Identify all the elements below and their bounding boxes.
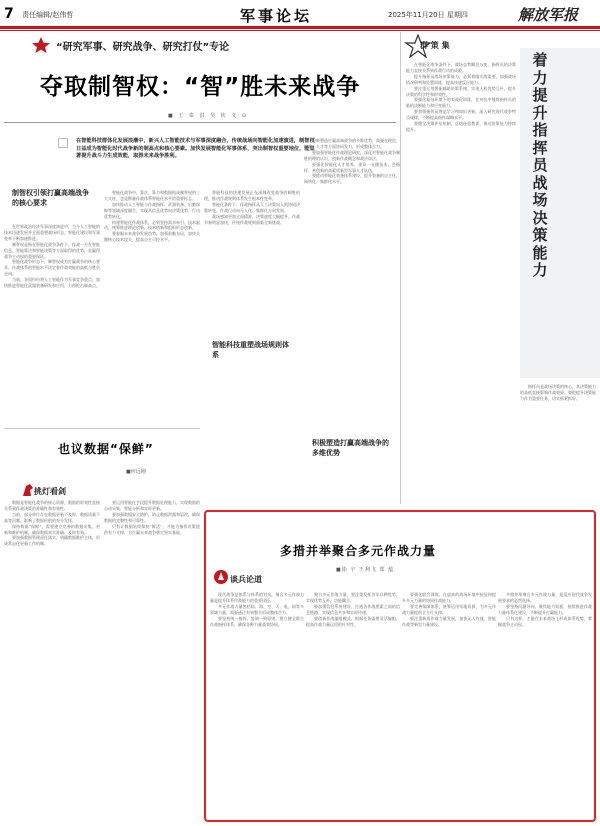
editor-line: 责任编辑/赵伟哲 [22, 11, 74, 19]
highlight-title: 多措并举聚合多元作战力量 [280, 544, 437, 558]
subhead-2: 智能科技重塑战场规则体系 [212, 341, 289, 359]
article-column: 智能化战争中，算法、算力和数据构成制智权的三大支柱，也是衡量作战体系智能化水平的重要标志。 加快推动人工智能与作战指挥、武器装备、后勤保障等领域深度融合，实现从信息优势向决策优势、行动优势转化。 构建智能化作战体系，必须坚持需求牵引、技术驱动，统筹推进理论创新、技术创新和组织形态创新。 要着眼未来战争发展趋势，加强前瞻布局，加快关键核心技术攻关，提高自主可控水平。 [104, 190, 200, 243]
column-divider [400, 32, 401, 504]
article-column: 智能科技的快速发展正在深刻改变战争的制胜机理，推动作战规则体系发生根本性变革。 智能化条件下，作战指挥从人工决策向人机协同决策转变，作战行动向无人化、集群化方向发展。 战场感知更加全面精准，决策速度大幅提升，作战节奏明显加快，传统作战规则面临全新挑战。 [204, 190, 300, 225]
bottom-left-title: 也议数据“保鲜” [58, 442, 154, 456]
masthead [0, 4, 600, 26]
bottom-left-column: 数据是智能化战争的核心资源，数据的时效性直接关系到作战决策的准确性和有效性。 当前，部分单位存在数据更新不及时、数据质量不高等问题，影响了数据价值的充分发挥。 保持数据“保鲜”，需要建立完善的数据采集、更新和维护机制，确保数据真实准确、及时有效。 要加强数据管理责任落实，明确数据维护主体，形成常态化更新工作机制。 [4, 500, 100, 547]
subhead-1: 制智权引领打赢高端战争的核心要求 [12, 189, 89, 207]
sidebar-label: 群 策 集 [420, 41, 450, 50]
highlight-column-2: 聚合多元作战力量，要注重发挥各军兵种优势，实现优势互补、功能耦合。 要加强信息系统建设，打通各作战要素之间的信息链路，实现信息共享和实时传递。 要创新作战编组模式，根据任务需要灵活编组，提高作战力量运用的针对性。 [306, 592, 400, 627]
highlight-column-4: 多措并举聚合多元作战力量，是适应现代战争发展要求的必然选择。 要坚持问题导向，聚焦能力短板，持续推进作战力量体系化建设，不断提升打赢能力。 只有这样，才能在未来战场上形成体系优势，掌握战争主动权。 [498, 592, 592, 627]
sidebar-column-2: 指挥员是战场决策的核心，其决策能力的高低直接影响作战效果。要把提升决策能力作为重要任务，切实抓紧抓好。 [520, 384, 596, 401]
star-icon [30, 36, 52, 54]
header-rule [0, 26, 600, 29]
bottom-left-column-2: 要运用智能化手段提升数据处理能力，实现数据的自动采集、智能分析和实时更新。 要加强数据安全防护，防止数据泄露和篡改，确保数据的完整性和可靠性。 只有让数据始终保持“鲜活”，才能为指挥决策提供有力支撑，为打赢未来战争奠定坚实基础。 [104, 500, 200, 535]
article-column: 积极塑造打赢高端战争的多维优势，需要在理论、技术、人才等方面协同发力，形成整体合力。 要加强智能化作战理论研究，深化对智能化战争制胜机理的认识，创新作战概念和战法训法。 要强化智能化人才培养，建设一支懂技术、会指挥、善创新的高素质新型军事人才队伍。 要推动智能化装备体系建设，提升装备的自主化、网络化、集群化水平。 [304, 138, 400, 185]
sidebar-vertical-title: 着力提升指挥员战场决策能力 [532, 51, 548, 279]
sidebar-column: 在智能化战争条件下，战场态势瞬息万变，指挥员的决策能力直接关系到作战行动的成败。 提升指挥员战场决策能力，必须着眼实战需要，加强战场情况研判和处置训练，提高快速反应能力。 要注重运用智能辅助决策系统，实现人机优势互补，提升决策的科学性和时效性。 要强化复杂环境下的实战化训练，在对抗中锤炼指挥员的临机决断能力和应变能力。 要加强指挥员理论学习和知识更新，深入研究现代战争特点规律，不断提高指挥谋略水平。 要健全决策评估机制，总结经验教训，推动决策能力持续提升。 [406, 62, 516, 132]
subhead-3: 积极塑造打赢高端战争的多维优势 [312, 439, 389, 457]
section-title: 军事论坛 [240, 7, 313, 25]
sidebar-title-panel [520, 48, 600, 378]
headline-rule [4, 122, 396, 123]
main-headline: 夺取制智权：“智”胜未来战争 [40, 74, 361, 100]
issue-date: 2025年11月20日 星期四 [388, 11, 468, 19]
topic-label: “研究军事、研究战争、研究打仗”专论 [56, 42, 230, 53]
main-byline: ■ 王 泰 洪 吴 钦 文 ⊙ [168, 113, 249, 119]
highlight-column-3: 要强化联合训练，在逼真的战场环境中检验和提升多元力量的协同作战能力。 要完善保障体系，统筹运用军地资源，为多元作战力量提供全方位支撑。 要注重新质作战力量发展，加快无人作战、智能作战等新型力量建设。 [402, 592, 496, 627]
highlight-column: 现代战争是体系与体系的对抗，聚合多元作战力量是提升体系作战能力的重要途径。 多元作战力量包括陆、海、空、天、电、网等多领域力量，需要通过有效整合形成整体合力。 要坚持统一指挥、协调一致原则，建立健全联合作战指挥体系，确保各种力量高效协同。 [210, 592, 304, 627]
highlight-author: ■徐 宇 王利飞 郑 蕴 [336, 567, 395, 573]
header-rule-thin [0, 30, 600, 31]
newspaper-logo: 解放军报 [518, 6, 579, 24]
bottom-left-author: ■何远刚 [126, 469, 146, 475]
highlight-column-label: 谈兵论道 [230, 575, 262, 584]
bottom-left-column-label: 挑灯看剑 [34, 487, 66, 496]
section-divider [4, 428, 200, 429]
page-number: 7 [4, 6, 14, 22]
lamp-icon [212, 568, 230, 586]
article-column: 在世界政治经济军事深度演进中，当今人工智能的技术迅速发展并全面重塑战场形态，智能化建设和军事变革不断加速推进。 制智权是指在智能化战争条件下，作战一方在智能信息、智能算法和智能决策等方面取得的优势，是赢得战争主动权的重要保证。 智能化战争形态下，制智权成为打赢战争的核心要求，作战体系的智能水平决定着作战效能的高低与胜负走向。 当前，各国纷纷将人工智能作为军事竞争重点，加快推进智能化武器装备研发和应用，力图抢占制高点。 [4, 224, 100, 289]
lead-mark [58, 138, 68, 148]
main-lead: 在智能科技群体化发展浪潮中，新兴人工智能技术与军事深度融合，传统战场向智能化加速演进，制智权日益成为智能化时代战争新的制高点和核心要素。加快发展智能化军事体系，突出制智权重要地位，能显著提升战斗力生成效能，取得未来战争胜利。 [76, 138, 315, 159]
topic-banner [30, 34, 320, 56]
